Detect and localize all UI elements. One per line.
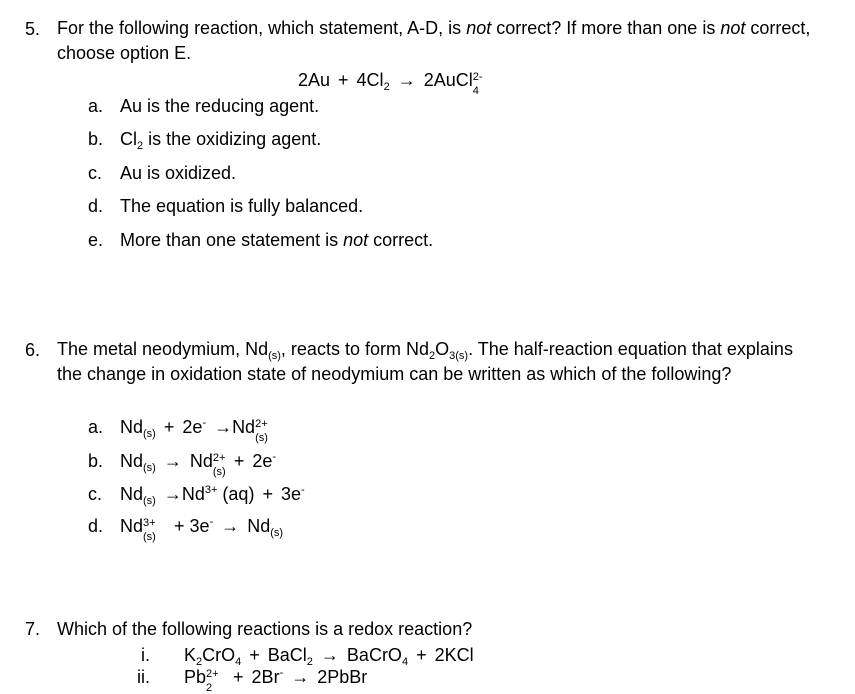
option-equation: Nd 3+ (s) + $3e^- \to Nd_{(s)}$ (120, 516, 284, 543)
question-stem: The metal neodymium, $Nd_{(s)}$, reacts to form $Nd_2O_{3(s)}$. The half-reaction equation that explains the change in oxidation state of neodymium can be written as which of the following? (57, 339, 793, 384)
option-text: More than one statement is not correct. (120, 230, 434, 250)
question-stem: Which of the following reactions is a redox reaction? (57, 619, 473, 639)
roman-numeral: i. (141, 645, 150, 665)
option-letter: c. (88, 163, 103, 183)
option-letter: a. (88, 96, 104, 116)
roman-numeral: ii. (137, 667, 150, 687)
option-letter: b. (88, 129, 104, 149)
option-letter: b. (88, 451, 104, 471)
option-text: $Cl_2$ is the oxidizing agent. (120, 129, 322, 152)
option-text: Au is the reducing agent. (120, 96, 320, 116)
option-letter: e. (88, 230, 104, 250)
option-equation: $Nd_{(s)} + 2e^- \to Nd$ 2+ (s) (120, 417, 268, 444)
reaction-equation: Pb 2+ 2 + 2Br- → 2PbBr (184, 667, 368, 694)
option-letter: c. (88, 484, 103, 504)
reaction-equation: $2Au + 4Cl_2$ → 2AuCl 2- 4 (298, 70, 483, 97)
question-number: 7. (25, 619, 41, 639)
question-number: 5. (25, 19, 41, 39)
question-number: 6. (25, 340, 41, 360)
option-letter: a. (88, 417, 104, 437)
option-letter: d. (88, 516, 104, 536)
option-text: The equation is fully balanced. (120, 196, 364, 216)
reaction-equation: $K_2CrO_4$ + BaCl$_2$ → BaCrO$_4$ + 2KCl (184, 645, 474, 668)
option-text: Au is oxidized. (120, 163, 237, 183)
option-letter: d. (88, 196, 104, 216)
question-stem: For the following reaction, which statement, A-D, is not correct? If more than one is not correct, choose option E. (57, 18, 811, 63)
option-equation: $Nd_{(s)} \to Nd$ 2+ (s) + 2e- (120, 451, 277, 478)
option-equation: $Nd_{(s)} \to Nd^{3+}$ (aq) + 3e- (120, 484, 305, 507)
